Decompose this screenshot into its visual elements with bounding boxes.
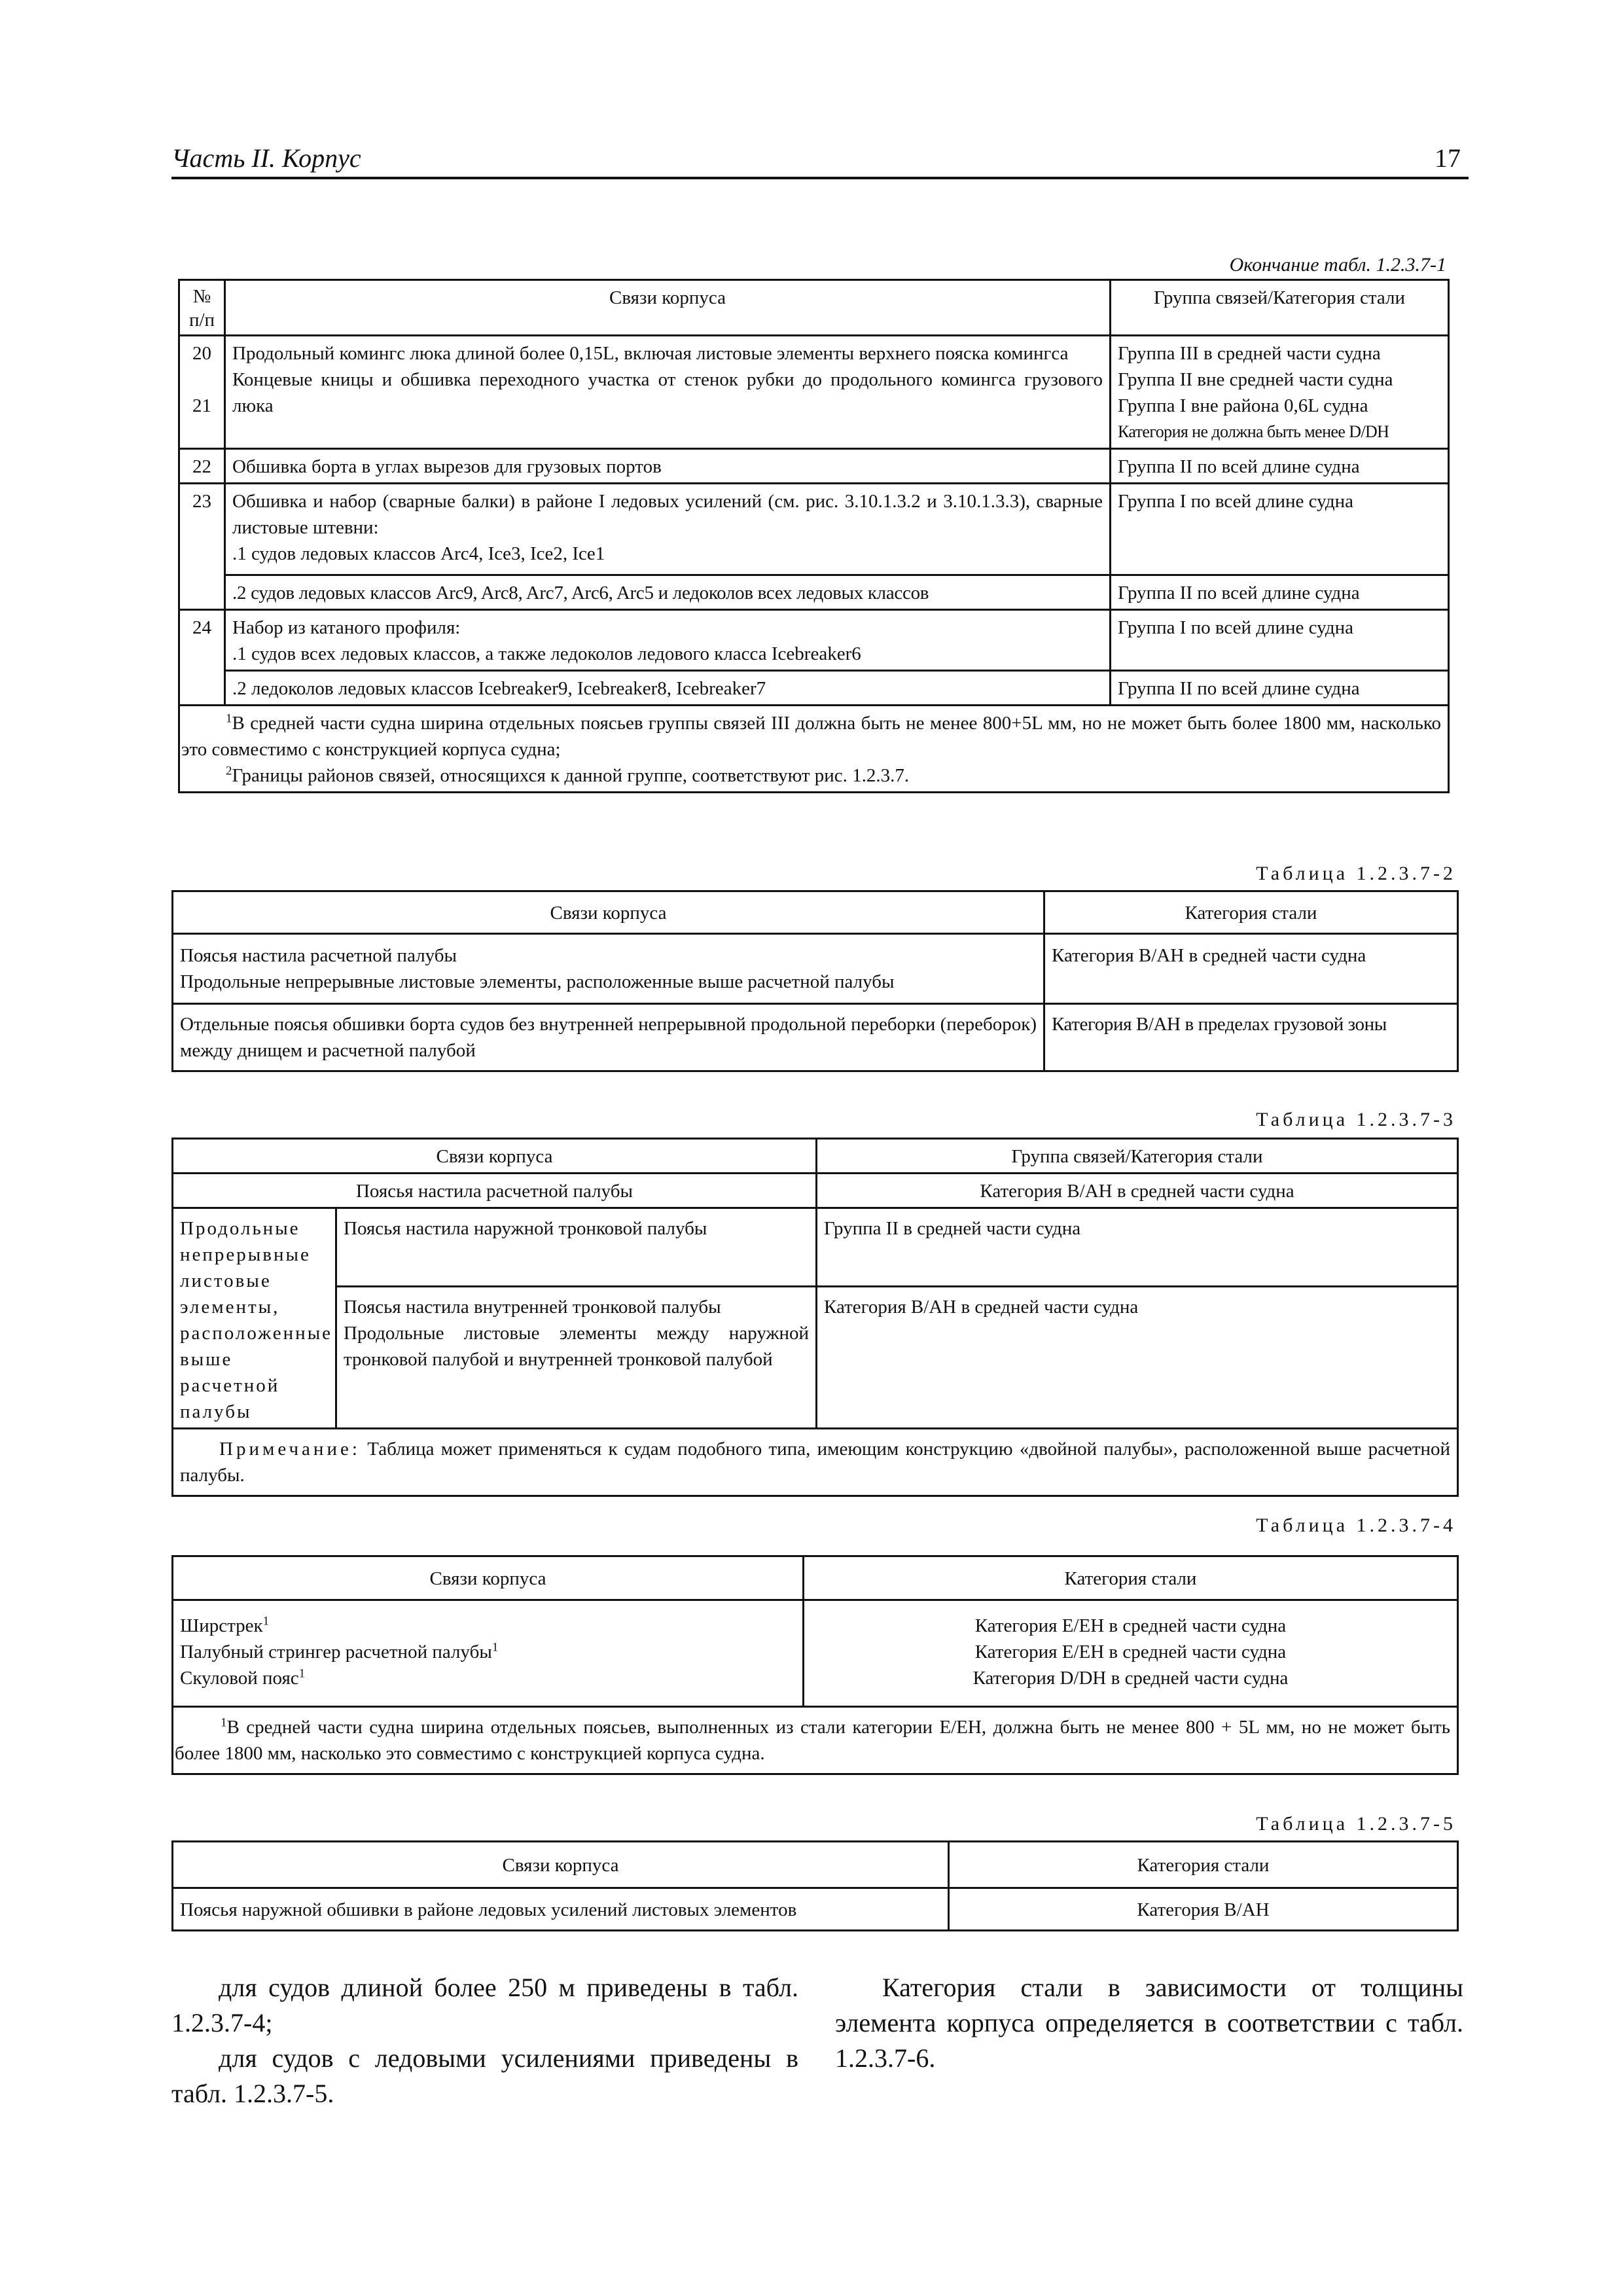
category-cell (804, 1600, 1458, 1707)
category-value: Категория B/AH в пределах грузовой зоны (1044, 1004, 1458, 1071)
row-text: Набор из катаного профиля: (232, 617, 461, 638)
table-note (173, 1429, 1458, 1496)
category-value: Категория B/AH в средней части судна (817, 1174, 1458, 1208)
table-2 (171, 890, 1459, 1072)
column-header-group: Группа связей/Категория стали (817, 1139, 1458, 1174)
table-2-caption: Таблица 1.2.3.7-2 (1256, 863, 1456, 884)
row-text: Скуловой пояс (180, 1668, 299, 1689)
row-number: 23 (179, 484, 225, 575)
row-text: .1 судов всех ледовых классов, а также ледоколов ледового класса Icebreaker6 (232, 643, 861, 664)
row-text: Обшивка борта в углах вырезов для грузовых портов (225, 449, 1111, 484)
table-row (179, 575, 1449, 609)
table-footnotes (173, 1707, 1458, 1774)
category-value: Категория E/EH в средней части судна (974, 1641, 1287, 1662)
row-text-cell (225, 336, 1111, 449)
group-value: Группа III в средней части судна (1118, 343, 1381, 364)
row-text-cell (173, 1600, 804, 1707)
table-footnotes-row (173, 1707, 1458, 1774)
table-5-header-row (173, 1842, 1458, 1888)
table-row (179, 670, 1449, 705)
row-text: Поясья настила расчетной палубы (180, 945, 457, 966)
footnote-2: Границы районов связей, относящихся к данной группе, соответствуют рис. 1.2.3.7. (232, 764, 910, 786)
category-value: Категория E/EH в средней части судна (974, 1615, 1287, 1636)
table-row (173, 1888, 1458, 1931)
footnote-text: В средней части судна ширина отдельных поясьев, выполненных из стали категории E/EH, должна быть не менее 800 + 5L мм, но не может быть более 1800 мм, насколько это совместимо с конструкцией корпуса судна. (175, 1717, 1450, 1764)
row-text-cell (225, 609, 1111, 670)
footnote-mark: 1 (226, 711, 232, 725)
table-5 (171, 1840, 1459, 1931)
row-text: Поясья настила наружной тронковой палубы (336, 1208, 817, 1287)
category-value: Группа II в средней части судна (817, 1208, 1458, 1287)
table-3 (171, 1138, 1459, 1497)
table-4-caption: Таблица 1.2.3.7-4 (1256, 1515, 1456, 1536)
footnote-mark: 1 (491, 1640, 499, 1655)
row-text-cell (336, 1287, 817, 1429)
table-row (173, 1600, 1458, 1707)
group-value: Группа I вне района 0,6L судна (1118, 395, 1368, 416)
column-header-links: Связи корпуса (225, 280, 1111, 336)
footnote-1: В средней части судна ширина отдельных поясьев группы связей III должна быть не менее 800+5L мм, но не может быть более 1800 мм, насколько это совместимо с конструкцией корпуса судна; (181, 712, 1441, 760)
column-header-number: № п/п (179, 280, 225, 336)
footnote-mark: 2 (226, 763, 232, 778)
column-header-links: Связи корпуса (173, 1842, 949, 1888)
side-label: Продольные непрерывные листовые элементы, расположенные выше расчетной палубы (173, 1208, 336, 1429)
row-text: Ширстрек (180, 1615, 263, 1636)
row-text: Поясья настила расчетной палубы (173, 1174, 817, 1208)
table-4-header-row (173, 1556, 1458, 1600)
table-3-caption: Таблица 1.2.3.7-3 (1256, 1109, 1456, 1130)
column-header-links: Связи корпуса (173, 1556, 804, 1600)
footnote-mark: 1 (298, 1666, 306, 1681)
table-2-header-row (173, 891, 1458, 934)
table-row (173, 1287, 1458, 1429)
column-header-category: Категория стали (1044, 891, 1458, 934)
running-header-title: Часть II. Корпус (171, 143, 361, 173)
row-number: 24 (179, 609, 225, 670)
footnote-mark: 1 (221, 1715, 227, 1730)
group-value: Группа I по всей длине судна (1111, 484, 1449, 575)
table-footnotes-row (179, 705, 1449, 792)
row-text: Отдельные поясья обшивки борта судов без внутренней непрерывной продольной переборки (переборок) между днищем и расчетной палубой (173, 1004, 1044, 1071)
body-paragraph: для судов длиной более 250 м приведены в табл. 1.2.3.7-4; (171, 1973, 798, 2037)
table-row (173, 934, 1458, 1004)
page-number: 17 (1435, 143, 1461, 173)
table-row (179, 609, 1449, 670)
table-row (179, 449, 1449, 484)
row-text: Продольные листовые элементы между наружной тронковой палубой и внутренней тронковой палубой (344, 1323, 810, 1371)
group-value: Категория не должна быть менее D/DH (1118, 422, 1389, 441)
column-header-group: Группа связей/Категория стали (1111, 280, 1449, 336)
row-text: .2 ледоколов ледовых классов Icebreaker9, Icebreaker8, Icebreaker7 (225, 670, 1111, 705)
column-header-category: Категория стали (949, 1842, 1458, 1888)
row-group-cell (1111, 336, 1449, 449)
row-text: Поясья настила внутренней тронковой палубы (344, 1297, 721, 1318)
table-row (173, 1004, 1458, 1071)
row-number: 22 (179, 449, 225, 484)
table-row (179, 484, 1449, 575)
table-4 (171, 1555, 1459, 1775)
table-3-header-row (173, 1139, 1458, 1174)
table-1-header-row (179, 280, 1449, 336)
category-value: Категория D/DH в средней части судна (972, 1668, 1289, 1689)
table-note-row (173, 1429, 1458, 1496)
body-right-column (835, 1970, 1463, 2076)
note-text: Таблица может применяться к судам подобного типа, имеющим конструкцию «двойной палубы», расположенной выше расчетной палубы. (180, 1439, 1451, 1486)
category-value: Категория B/AH в средней части судна (1044, 934, 1458, 1004)
row-number-cell (179, 336, 225, 449)
row-text: .2 судов ледовых классов Arc9, Arc8, Arc7, Arc6, Arc5 и ледоколов всех ледовых классов (225, 575, 1111, 609)
table-1-caption: Окончание табл. 1.2.3.7-1 (1229, 254, 1446, 276)
body-left-column (171, 1970, 798, 2111)
group-value: Группа II вне средней части судна (1118, 369, 1393, 390)
footnote-mark: 1 (262, 1614, 270, 1628)
table-row (179, 336, 1449, 449)
group-value: Группа I по всей длине судна (1111, 609, 1449, 670)
column-header-category: Категория стали (804, 1556, 1458, 1600)
row-text: .1 судов ледовых классов Arc4, Ice3, Ice2, Ice1 (232, 543, 605, 564)
group-value: Группа II по всей длине судна (1111, 575, 1449, 609)
row-number: 21 (192, 395, 211, 416)
table-row (173, 1208, 1458, 1287)
note-label: Примечание: (219, 1439, 361, 1460)
table-1 (178, 279, 1450, 793)
row-text: Концевые кницы и обшивка переходного участка от стенок рубки до продольного комингса грузового люка (232, 369, 1103, 416)
column-header-links: Связи корпуса (173, 891, 1044, 934)
row-text: Обшивка и набор (сварные балки) в районе I ледовых усилений (см. рис. 3.10.1.3.2 и 3.10.1.3.3), сварные листовые штевни: (232, 491, 1103, 538)
header-rule (171, 177, 1469, 179)
table-footnotes (179, 705, 1449, 792)
group-value: Группа II по всей длине судна (1111, 670, 1449, 705)
body-paragraph: для судов с ледовыми усилениями приведены в табл. 1.2.3.7-5. (171, 2043, 798, 2108)
body-paragraph: Категория стали в зависимости от толщины элемента корпуса определяется в соответствии с табл. 1.2.3.7-6. (835, 1973, 1463, 2073)
group-value: Группа II по всей длине судна (1111, 449, 1449, 484)
column-header-links: Связи корпуса (173, 1139, 817, 1174)
table-row (173, 1174, 1458, 1208)
row-number-empty (179, 575, 225, 609)
row-text-cell (173, 934, 1044, 1004)
row-number-empty (179, 670, 225, 705)
row-text: Поясья наружной обшивки в районе ледовых усилений листовых элементов (173, 1888, 949, 1931)
row-text-cell (225, 484, 1111, 575)
table-5-caption: Таблица 1.2.3.7-5 (1256, 1813, 1456, 1835)
category-value: Категория B/AH (949, 1888, 1458, 1931)
row-text: Палубный стрингер расчетной палубы (180, 1641, 492, 1662)
row-text: Продольный комингс люка длиной более 0,15L, включая листовые элементы верхнего пояска комингса (232, 343, 1069, 364)
row-text: Продольные непрерывные листовые элементы, расположенные выше расчетной палубы (180, 971, 895, 992)
category-value: Категория B/AH в средней части судна (817, 1287, 1458, 1429)
row-number: 20 (192, 343, 211, 364)
